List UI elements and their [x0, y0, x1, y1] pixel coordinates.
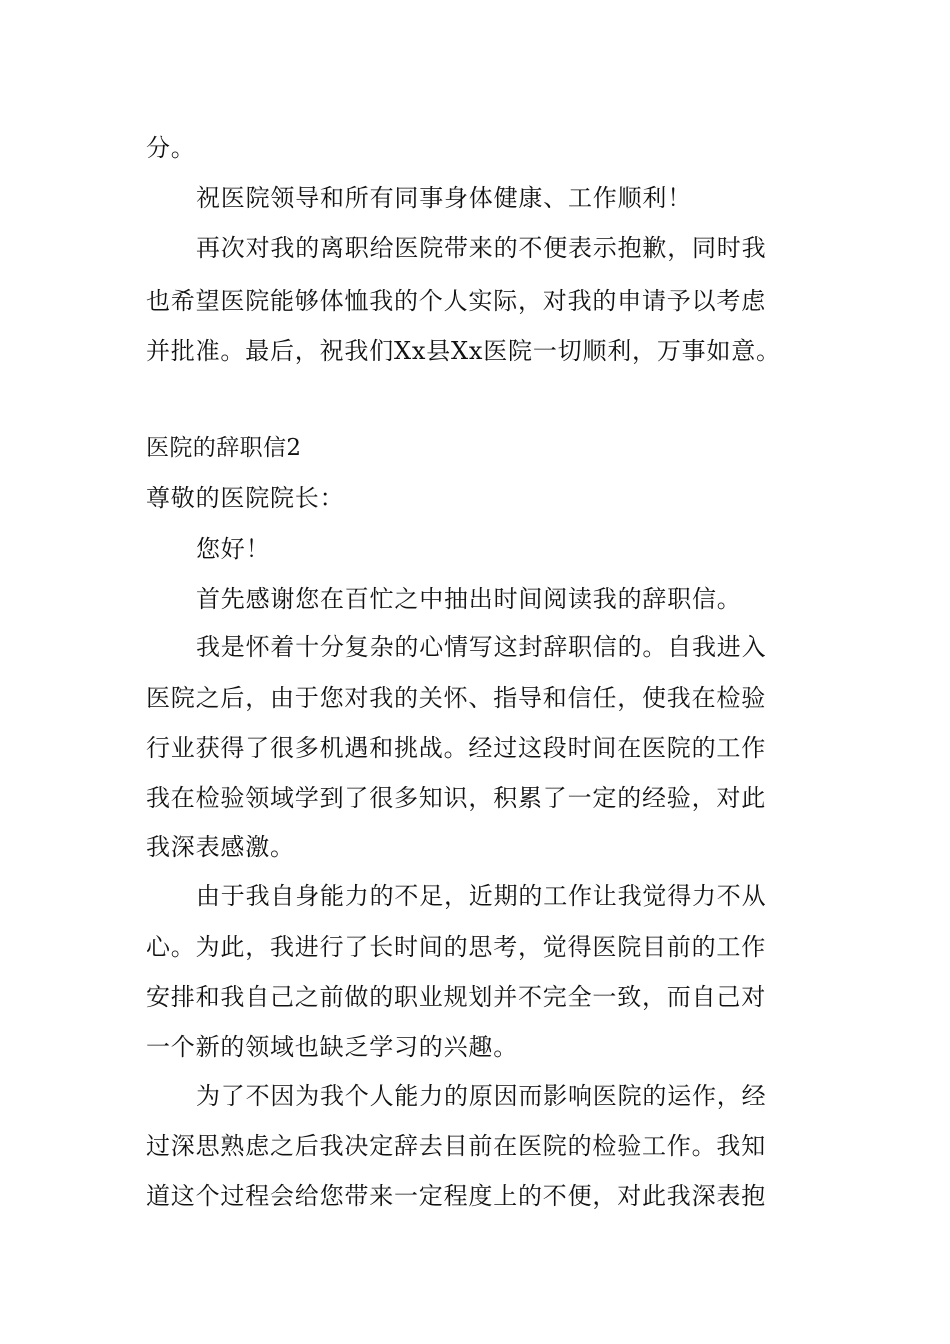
paragraph-line: 安排和我自己之前做的职业规划并不完全一致，而自己对 — [146, 983, 766, 1011]
paragraph-line: 道这个过程会给您带来一定程度上的不便，对此我深表抱 — [146, 1182, 766, 1210]
paragraph-line: 并批准。最后，祝我们Xx县Xx医院一切顺利，万事如意。 — [146, 337, 781, 365]
paragraph-line: 也希望医院能够体恤我的个人实际，对我的申请予以考虑 — [146, 287, 766, 315]
paragraph-line: 分。 — [146, 134, 196, 162]
greeting: 您好！ — [196, 535, 271, 563]
paragraph-line: 再次对我的离职给医院带来的不便表示抱歉，同时我 — [196, 234, 767, 262]
paragraph-line: 心。为此，我进行了长时间的思考，觉得医院目前的工作 — [146, 933, 766, 961]
paragraph-line: 我是怀着十分复杂的心情写这封辞职信的。自我进入 — [196, 633, 767, 661]
paragraph-line: 首先感谢您在百忙之中抽出时间阅读我的辞职信。 — [196, 585, 742, 613]
section-heading: 医院的辞职信2 — [146, 435, 302, 461]
paragraph-line: 由于我自身能力的不足，近期的工作让我觉得力不从 — [196, 882, 767, 910]
paragraph-line: 一个新的领域也缺乏学习的兴趣。 — [146, 1033, 518, 1061]
paragraph-line: 我深表感激。 — [146, 833, 295, 861]
paragraph-line: 行业获得了很多机遇和挑战。经过这段时间在医院的工作 — [146, 734, 766, 762]
paragraph-line: 我在检验领域学到了很多知识，积累了一定的经验，对此 — [146, 784, 766, 812]
salutation: 尊敬的医院院长： — [146, 484, 345, 512]
paragraph-line: 祝医院领导和所有同事身体健康、工作顺利！ — [196, 184, 692, 212]
paragraph-line: 为了不因为我个人能力的原因而影响医院的运作，经 — [196, 1082, 767, 1110]
paragraph-line: 医院之后，由于您对我的关怀、指导和信任，使我在检验 — [146, 684, 766, 712]
paragraph-line: 过深思熟虑之后我决定辞去目前在医院的检验工作。我知 — [146, 1132, 766, 1160]
